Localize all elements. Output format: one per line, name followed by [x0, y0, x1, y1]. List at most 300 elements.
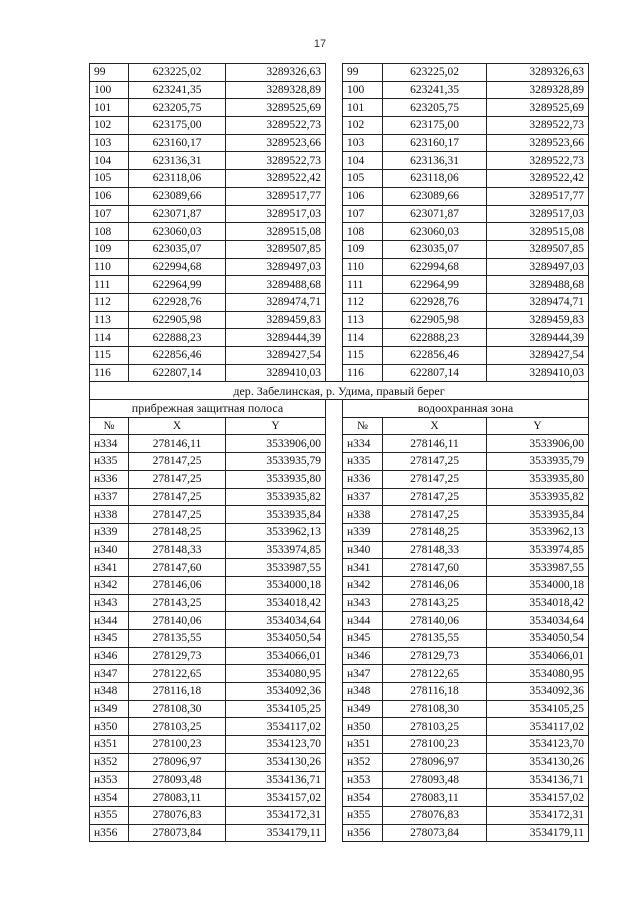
y-coordinate-right: 3534034,64 — [487, 612, 589, 630]
column-gap — [326, 187, 343, 205]
point-number-left: н339 — [90, 523, 129, 541]
column-gap — [326, 612, 343, 630]
y-coordinate-left: 3289326,63 — [226, 64, 326, 82]
top-rows — [90, 64, 589, 382]
y-coordinate-left: 3289517,03 — [226, 205, 326, 223]
x-coordinate-right: 278143,25 — [383, 594, 487, 612]
x-coordinate-left: 278148,25 — [129, 523, 226, 541]
column-gap — [326, 630, 343, 648]
point-number-left: 103 — [90, 134, 129, 152]
x-coordinate-left: 278100,23 — [129, 736, 226, 754]
y-coordinate-right: 3289488,68 — [487, 276, 589, 294]
column-gap — [326, 311, 343, 329]
x-coordinate-right: 278147,25 — [383, 506, 487, 524]
x-coordinate-left: 623089,66 — [129, 187, 226, 205]
y-coordinate-right: 3534117,02 — [487, 718, 589, 736]
column-gap — [326, 329, 343, 347]
x-coordinate-left: 622856,46 — [129, 347, 226, 365]
table-row — [90, 258, 589, 276]
y-coordinate-left: 3534117,02 — [226, 718, 326, 736]
column-gap — [326, 700, 343, 718]
column-gap — [326, 364, 343, 382]
y-coordinate-left: 3289507,85 — [226, 240, 326, 258]
table-row — [90, 293, 589, 311]
column-header-y-left: Y — [226, 417, 326, 435]
y-coordinate-right: 3289410,03 — [487, 364, 589, 382]
y-coordinate-right: 3289515,08 — [487, 223, 589, 241]
y-coordinate-left: 3289515,08 — [226, 223, 326, 241]
y-coordinate-right: 3533962,13 — [487, 523, 589, 541]
y-coordinate-left: 3533974,85 — [226, 541, 326, 559]
y-coordinate-right: 3533935,80 — [487, 470, 589, 488]
point-number-right: н338 — [343, 506, 383, 524]
table-row — [90, 488, 589, 506]
table-row — [90, 470, 589, 488]
table-row — [90, 700, 589, 718]
y-coordinate-right: 3289523,66 — [487, 134, 589, 152]
x-coordinate-right: 623035,07 — [383, 240, 487, 258]
x-coordinate-left: 623241,35 — [129, 81, 226, 99]
section-title: дер. Забелинская, р. Удима, правый берег — [90, 382, 589, 400]
y-coordinate-left: 3534018,42 — [226, 594, 326, 612]
point-number-left: н342 — [90, 576, 129, 594]
x-coordinate-right: 278096,97 — [383, 753, 487, 771]
point-number-left: н346 — [90, 647, 129, 665]
x-coordinate-right: 278146,06 — [383, 576, 487, 594]
point-number-right: 100 — [343, 81, 383, 99]
x-coordinate-left: 278147,25 — [129, 470, 226, 488]
point-number-left: 99 — [90, 64, 129, 82]
point-number-right: н349 — [343, 700, 383, 718]
x-coordinate-left: 278076,83 — [129, 806, 226, 824]
column-gap — [326, 683, 343, 701]
y-coordinate-right: 3533987,55 — [487, 559, 589, 577]
table-row — [90, 223, 589, 241]
table-row — [90, 630, 589, 648]
x-coordinate-right: 278073,84 — [383, 824, 487, 842]
y-coordinate-right: 3289444,39 — [487, 329, 589, 347]
x-coordinate-right: 623118,06 — [383, 170, 487, 188]
point-number-right: 104 — [343, 152, 383, 170]
table-row — [90, 789, 589, 807]
point-number-left: н349 — [90, 700, 129, 718]
y-coordinate-left: 3534000,18 — [226, 576, 326, 594]
table-row — [90, 276, 589, 294]
point-number-right: 110 — [343, 258, 383, 276]
column-gap — [326, 276, 343, 294]
column-gap — [326, 117, 343, 135]
x-coordinate-right: 623160,17 — [383, 134, 487, 152]
column-gap — [326, 347, 343, 365]
point-number-right: н352 — [343, 753, 383, 771]
x-coordinate-right: 278140,06 — [383, 612, 487, 630]
point-number-right: 103 — [343, 134, 383, 152]
y-coordinate-left: 3534157,02 — [226, 789, 326, 807]
x-coordinate-left: 278147,60 — [129, 559, 226, 577]
y-coordinate-right: 3534092,36 — [487, 683, 589, 701]
point-number-right: н342 — [343, 576, 383, 594]
table-row — [90, 152, 589, 170]
y-coordinate-left: 3534034,64 — [226, 612, 326, 630]
x-coordinate-left: 278083,11 — [129, 789, 226, 807]
x-coordinate-right: 278135,55 — [383, 630, 487, 648]
x-coordinate-right: 278108,30 — [383, 700, 487, 718]
point-number-right: 101 — [343, 99, 383, 117]
y-coordinate-right: 3534123,70 — [487, 736, 589, 754]
x-coordinate-right: 278147,25 — [383, 488, 487, 506]
section-header — [90, 382, 589, 435]
page-number: 17 — [313, 38, 327, 50]
y-coordinate-right: 3289522,42 — [487, 170, 589, 188]
y-coordinate-left: 3533962,13 — [226, 523, 326, 541]
x-coordinate-left: 622964,99 — [129, 276, 226, 294]
column-gap — [326, 152, 343, 170]
table-row — [90, 683, 589, 701]
column-gap — [326, 417, 343, 435]
point-number-right: н343 — [343, 594, 383, 612]
column-gap — [326, 736, 343, 754]
left-heading: прибрежная защитная полоса — [90, 400, 326, 418]
point-number-left: 111 — [90, 276, 129, 294]
x-coordinate-left: 278116,18 — [129, 683, 226, 701]
column-gap — [326, 435, 343, 453]
point-number-right: 107 — [343, 205, 383, 223]
table-row — [90, 718, 589, 736]
point-number-right: 115 — [343, 347, 383, 365]
x-coordinate-right: 278147,25 — [383, 470, 487, 488]
column-gap — [326, 753, 343, 771]
y-coordinate-left: 3289525,69 — [226, 99, 326, 117]
point-number-left: 110 — [90, 258, 129, 276]
y-coordinate-right: 3534179,11 — [487, 824, 589, 842]
y-coordinate-left: 3533935,79 — [226, 453, 326, 471]
point-number-right: н339 — [343, 523, 383, 541]
column-header-x-left: X — [129, 417, 226, 435]
y-coordinate-left: 3289328,89 — [226, 81, 326, 99]
column-gap — [326, 824, 343, 842]
point-number-left: н353 — [90, 771, 129, 789]
x-coordinate-left: 623035,07 — [129, 240, 226, 258]
x-coordinate-left: 278140,06 — [129, 612, 226, 630]
point-number-left: 107 — [90, 205, 129, 223]
column-gap — [326, 647, 343, 665]
table-row — [90, 435, 589, 453]
x-coordinate-right: 623089,66 — [383, 187, 487, 205]
table-row — [90, 99, 589, 117]
column-gap — [326, 293, 343, 311]
table-row — [90, 523, 589, 541]
column-gap — [326, 718, 343, 736]
point-number-left: 109 — [90, 240, 129, 258]
y-coordinate-left: 3534136,71 — [226, 771, 326, 789]
column-gap — [326, 594, 343, 612]
table-row — [90, 753, 589, 771]
x-coordinate-right: 278148,25 — [383, 523, 487, 541]
column-gap — [326, 806, 343, 824]
point-number-left: н338 — [90, 506, 129, 524]
table-row — [90, 824, 589, 842]
x-coordinate-left: 623071,87 — [129, 205, 226, 223]
x-coordinate-right: 623136,31 — [383, 152, 487, 170]
y-coordinate-left: 3534105,25 — [226, 700, 326, 718]
point-number-left: 115 — [90, 347, 129, 365]
point-number-right: н334 — [343, 435, 383, 453]
y-coordinate-left: 3289488,68 — [226, 276, 326, 294]
table-row — [90, 665, 589, 683]
y-coordinate-left: 3289523,66 — [226, 134, 326, 152]
point-number-left: 112 — [90, 293, 129, 311]
point-number-right: 113 — [343, 311, 383, 329]
x-coordinate-right: 278100,23 — [383, 736, 487, 754]
x-coordinate-left: 278143,25 — [129, 594, 226, 612]
table-row — [90, 64, 589, 82]
point-number-left: н354 — [90, 789, 129, 807]
point-number-right: н350 — [343, 718, 383, 736]
column-gap — [326, 81, 343, 99]
x-coordinate-left: 623136,31 — [129, 152, 226, 170]
column-gap — [326, 64, 343, 82]
x-coordinate-left: 278093,48 — [129, 771, 226, 789]
y-coordinate-left: 3289427,54 — [226, 347, 326, 365]
column-gap — [326, 771, 343, 789]
y-coordinate-left: 3289517,77 — [226, 187, 326, 205]
point-number-left: н343 — [90, 594, 129, 612]
x-coordinate-right: 622888,23 — [383, 329, 487, 347]
y-coordinate-left: 3534050,54 — [226, 630, 326, 648]
point-number-left: 116 — [90, 364, 129, 382]
x-coordinate-left: 278147,25 — [129, 506, 226, 524]
y-coordinate-right: 3533906,00 — [487, 435, 589, 453]
point-number-left: 114 — [90, 329, 129, 347]
point-number-left: 101 — [90, 99, 129, 117]
table-row — [90, 576, 589, 594]
y-coordinate-left: 3289497,03 — [226, 258, 326, 276]
y-coordinate-left: 3289522,73 — [226, 152, 326, 170]
y-coordinate-left: 3534080,95 — [226, 665, 326, 683]
x-coordinate-right: 278083,11 — [383, 789, 487, 807]
column-gap — [326, 223, 343, 241]
x-coordinate-right: 623225,02 — [383, 64, 487, 82]
point-number-left: н344 — [90, 612, 129, 630]
point-number-right: н346 — [343, 647, 383, 665]
point-number-right: н354 — [343, 789, 383, 807]
x-coordinate-left: 278129,73 — [129, 647, 226, 665]
x-coordinate-right: 278147,60 — [383, 559, 487, 577]
y-coordinate-right: 3289459,83 — [487, 311, 589, 329]
point-number-right: н337 — [343, 488, 383, 506]
point-number-right: н348 — [343, 683, 383, 701]
table-row — [90, 240, 589, 258]
x-coordinate-left: 623175,00 — [129, 117, 226, 135]
table-row — [90, 453, 589, 471]
x-coordinate-left: 623060,03 — [129, 223, 226, 241]
table-row — [90, 329, 589, 347]
y-coordinate-right: 3533935,79 — [487, 453, 589, 471]
point-number-right: н335 — [343, 453, 383, 471]
x-coordinate-right: 278148,33 — [383, 541, 487, 559]
y-coordinate-right: 3534050,54 — [487, 630, 589, 648]
x-coordinate-right: 278103,25 — [383, 718, 487, 736]
y-coordinate-right: 3289474,71 — [487, 293, 589, 311]
table-row — [90, 364, 589, 382]
column-gap — [326, 789, 343, 807]
point-number-left: н336 — [90, 470, 129, 488]
y-coordinate-right: 3533935,82 — [487, 488, 589, 506]
point-number-left: н355 — [90, 806, 129, 824]
y-coordinate-right: 3534130,26 — [487, 753, 589, 771]
table-row — [90, 541, 589, 559]
x-coordinate-left: 278147,25 — [129, 453, 226, 471]
x-coordinate-right: 622807,14 — [383, 364, 487, 382]
table-row — [90, 806, 589, 824]
x-coordinate-right: 623175,00 — [383, 117, 487, 135]
table-row — [90, 170, 589, 188]
x-coordinate-right: 622905,98 — [383, 311, 487, 329]
x-coordinate-right: 278093,48 — [383, 771, 487, 789]
point-number-right: н353 — [343, 771, 383, 789]
point-number-right: 105 — [343, 170, 383, 188]
x-coordinate-left: 623118,06 — [129, 170, 226, 188]
table-row — [90, 347, 589, 365]
point-number-left: н341 — [90, 559, 129, 577]
column-header-num-left: № — [90, 417, 129, 435]
table-row — [90, 187, 589, 205]
y-coordinate-right: 3533974,85 — [487, 541, 589, 559]
y-coordinate-left: 3289474,71 — [226, 293, 326, 311]
table-row — [90, 506, 589, 524]
x-coordinate-right: 622994,68 — [383, 258, 487, 276]
x-coordinate-left: 278147,25 — [129, 488, 226, 506]
column-gap — [326, 134, 343, 152]
column-header-y-right: Y — [487, 417, 589, 435]
y-coordinate-right: 3289525,69 — [487, 99, 589, 117]
column-gap — [326, 506, 343, 524]
point-number-left: н351 — [90, 736, 129, 754]
y-coordinate-left: 3534123,70 — [226, 736, 326, 754]
x-coordinate-left: 622905,98 — [129, 311, 226, 329]
y-coordinate-right: 3534157,02 — [487, 789, 589, 807]
table-row — [90, 559, 589, 577]
y-coordinate-left: 3534092,36 — [226, 683, 326, 701]
column-gap — [326, 240, 343, 258]
table-row — [90, 647, 589, 665]
column-gap — [326, 170, 343, 188]
point-number-right: н351 — [343, 736, 383, 754]
y-coordinate-left: 3533987,55 — [226, 559, 326, 577]
x-coordinate-left: 622994,68 — [129, 258, 226, 276]
table-row — [90, 117, 589, 135]
y-coordinate-right: 3289328,89 — [487, 81, 589, 99]
x-coordinate-left: 622928,76 — [129, 293, 226, 311]
point-number-right: 114 — [343, 329, 383, 347]
point-number-left: н334 — [90, 435, 129, 453]
bottom-rows — [90, 435, 589, 842]
y-coordinate-left: 3533935,84 — [226, 506, 326, 524]
x-coordinate-left: 623160,17 — [129, 134, 226, 152]
point-number-right: н347 — [343, 665, 383, 683]
y-coordinate-left: 3289444,39 — [226, 329, 326, 347]
y-coordinate-right: 3289507,85 — [487, 240, 589, 258]
point-number-left: 102 — [90, 117, 129, 135]
x-coordinate-right: 278122,65 — [383, 665, 487, 683]
x-coordinate-right: 622856,46 — [383, 347, 487, 365]
point-number-right: 108 — [343, 223, 383, 241]
point-number-left: 108 — [90, 223, 129, 241]
point-number-left: н352 — [90, 753, 129, 771]
point-number-right: н345 — [343, 630, 383, 648]
column-gap — [326, 576, 343, 594]
column-gap — [326, 559, 343, 577]
table-row — [90, 81, 589, 99]
point-number-right: н355 — [343, 806, 383, 824]
x-coordinate-right: 278146,11 — [383, 435, 487, 453]
y-coordinate-right: 3289522,73 — [487, 152, 589, 170]
x-coordinate-left: 622888,23 — [129, 329, 226, 347]
table-row — [90, 134, 589, 152]
right-heading: водоохранная зона — [343, 400, 589, 418]
point-number-right: 102 — [343, 117, 383, 135]
table-row — [90, 594, 589, 612]
x-coordinate-left: 278096,97 — [129, 753, 226, 771]
y-coordinate-left: 3289410,03 — [226, 364, 326, 382]
x-coordinate-right: 623205,75 — [383, 99, 487, 117]
x-coordinate-right: 278147,25 — [383, 453, 487, 471]
x-coordinate-right: 278116,18 — [383, 683, 487, 701]
point-number-left: н340 — [90, 541, 129, 559]
point-number-left: н347 — [90, 665, 129, 683]
column-gap — [326, 99, 343, 117]
y-coordinate-right: 3533935,84 — [487, 506, 589, 524]
x-coordinate-left: 623205,75 — [129, 99, 226, 117]
x-coordinate-left: 278103,25 — [129, 718, 226, 736]
y-coordinate-right: 3534136,71 — [487, 771, 589, 789]
point-number-left: н356 — [90, 824, 129, 842]
table-row — [90, 311, 589, 329]
point-number-left: н335 — [90, 453, 129, 471]
point-number-right: 116 — [343, 364, 383, 382]
table-row — [90, 736, 589, 754]
y-coordinate-left: 3533935,80 — [226, 470, 326, 488]
column-gap — [326, 488, 343, 506]
point-number-left: 105 — [90, 170, 129, 188]
table-row — [90, 612, 589, 630]
y-coordinate-right: 3534000,18 — [487, 576, 589, 594]
point-number-right: н356 — [343, 824, 383, 842]
y-coordinate-right: 3289517,77 — [487, 187, 589, 205]
y-coordinate-right: 3534080,95 — [487, 665, 589, 683]
x-coordinate-left: 278146,06 — [129, 576, 226, 594]
y-coordinate-right: 3534018,42 — [487, 594, 589, 612]
x-coordinate-right: 622928,76 — [383, 293, 487, 311]
column-gap — [326, 523, 343, 541]
x-coordinate-left: 622807,14 — [129, 364, 226, 382]
point-number-left: 113 — [90, 311, 129, 329]
x-coordinate-right: 623060,03 — [383, 223, 487, 241]
y-coordinate-left: 3533906,00 — [226, 435, 326, 453]
y-coordinate-left: 3289522,73 — [226, 117, 326, 135]
x-coordinate-right: 278129,73 — [383, 647, 487, 665]
y-coordinate-right: 3289326,63 — [487, 64, 589, 82]
point-number-right: н336 — [343, 470, 383, 488]
y-coordinate-left: 3534172,31 — [226, 806, 326, 824]
y-coordinate-right: 3289517,03 — [487, 205, 589, 223]
x-coordinate-right: 622964,99 — [383, 276, 487, 294]
x-coordinate-left: 278148,33 — [129, 541, 226, 559]
column-gap — [326, 665, 343, 683]
point-number-left: н348 — [90, 683, 129, 701]
x-coordinate-left: 623225,02 — [129, 64, 226, 82]
x-coordinate-right: 623071,87 — [383, 205, 487, 223]
